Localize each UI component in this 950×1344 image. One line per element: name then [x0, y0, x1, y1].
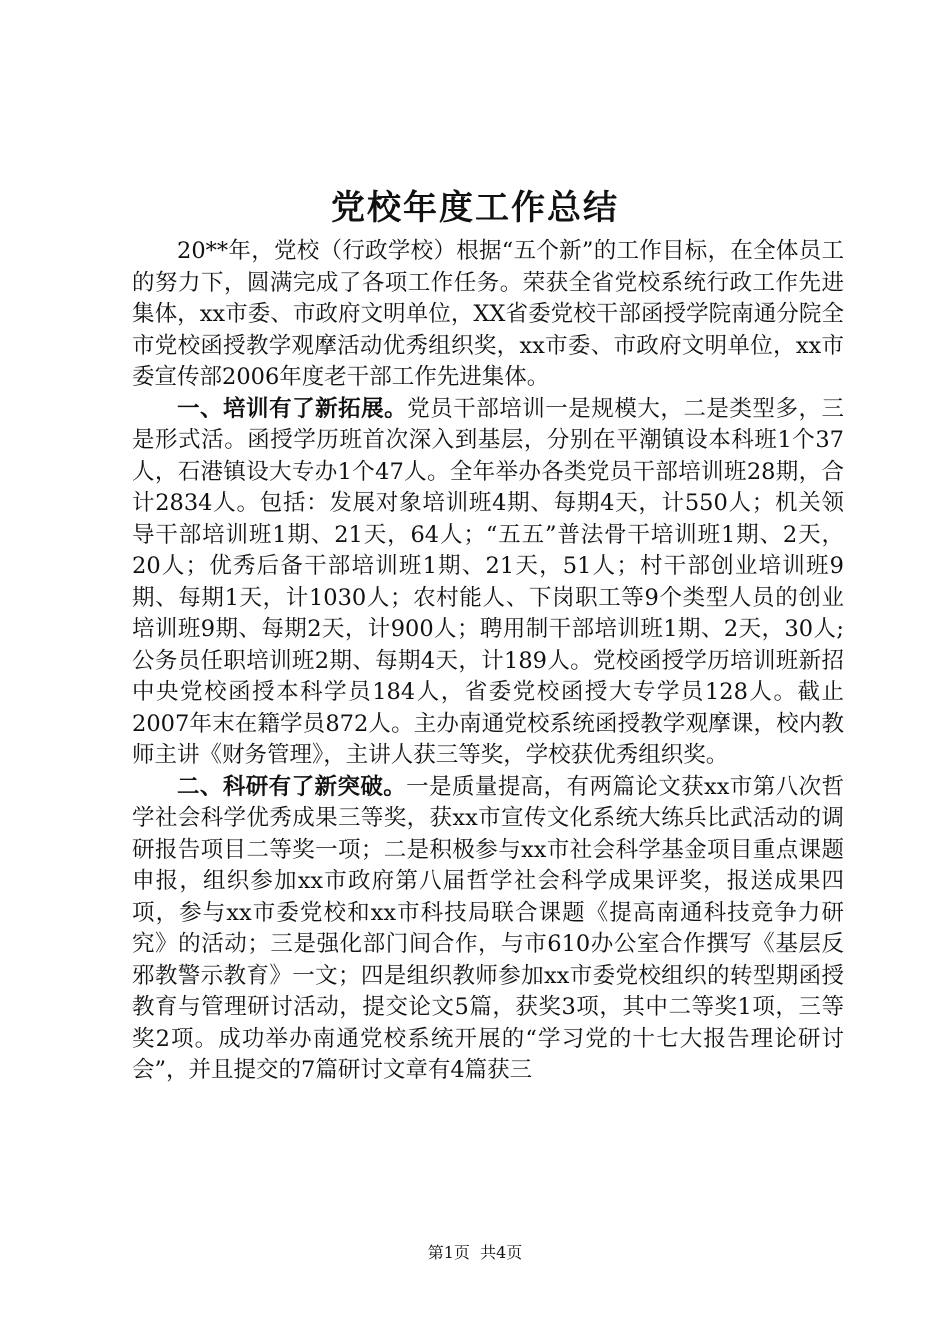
section-heading-training: 一、培训有了新拓展。	[177, 395, 408, 422]
paragraph-intro	[132, 236, 844, 394]
document-title: 党校年度工作总结	[331, 188, 619, 228]
paragraph-intro-text: 20**年，党校（行政学校）根据“五个新”的工作目标，在全体员工的努力下，圆满完成了各项工作任务。荣获全省党校系统行政工作先进集体，xx市委、市政府文明单位，XX省委党校干部函授学院南通分院全市党校函授教学观摩活动优秀组织奖，xx市委、市政府文明单位，xx市委宣传部2006年度老干部工作先进集体。	[132, 238, 844, 390]
page-number: 第1页	[427, 1243, 470, 1262]
paragraph-research-text: 一是质量提高，有两篇论文获xx市第八次哲学社会科学优秀成果三等奖，获xx市宣传文化系统大练兵比武活动的调研报告项目二等奖一项；二是积极参与xx市社会科学基金项目重点课题申报，组织参加xx市政府第八届哲学社会科学成果评奖，报送成果四项，参与xx市委党校和xx市科技局联合课题《提高南通科技竞争力研究》的活动；三是强化部门间合作，与市610办公室合作撰写《基层反邪教警示教育》一文；四是组织教师参加xx市委党校组织的转型期函授教育与管理研讨活动，提交论文5篇，获奖3项，其中二等奖1项，三等奖2项。成功举办南通党校系统开展的“学习党的十七大报告理论研讨会”，并且提交的7篇研讨文章有4篇获三	[132, 773, 844, 1083]
page-total: 共4页	[480, 1243, 523, 1262]
paragraph-training-text: 党员干部培训一是规模大，二是类型多，三是形式活。函授学历班首次深入到基层，分别在平潮镇设本科班1个37人，石港镇设大专办1个47人。全年举办各类党员干部培训班28期，合计2834人。包括：发展对象培训班4期、每期4天，计550人；机关领导干部培训班1期、21天，64人；“五五”普法骨干培训班1期、2天，20人；优秀后备干部培训班1期、21天，51人；村干部创业培训班9期、每期1天，计1030人；农村能人、下岗职工等9个类型人员的创业培训班9期、每期2天，计900人；聘用制干部培训班1期、2天，30人;公务员任职培训班2期、每期4天，计189人。党校函授学历培训班新招中央党校函授本科学员184人，省委党校函授大专学员128人。截止2007年末在籍学员872人。主办南通党校系统函授教学观摩课，校内教师主讲《财务管理》，主讲人获三等奖，学校获优秀组织奖。	[132, 395, 844, 768]
footer-spacer	[470, 1243, 480, 1262]
paragraph-research	[132, 772, 844, 1087]
section-heading-research: 二、科研有了新突破。	[177, 773, 407, 800]
paragraph-training	[132, 394, 844, 772]
page-footer	[0, 1242, 950, 1264]
document-body	[132, 236, 844, 1087]
